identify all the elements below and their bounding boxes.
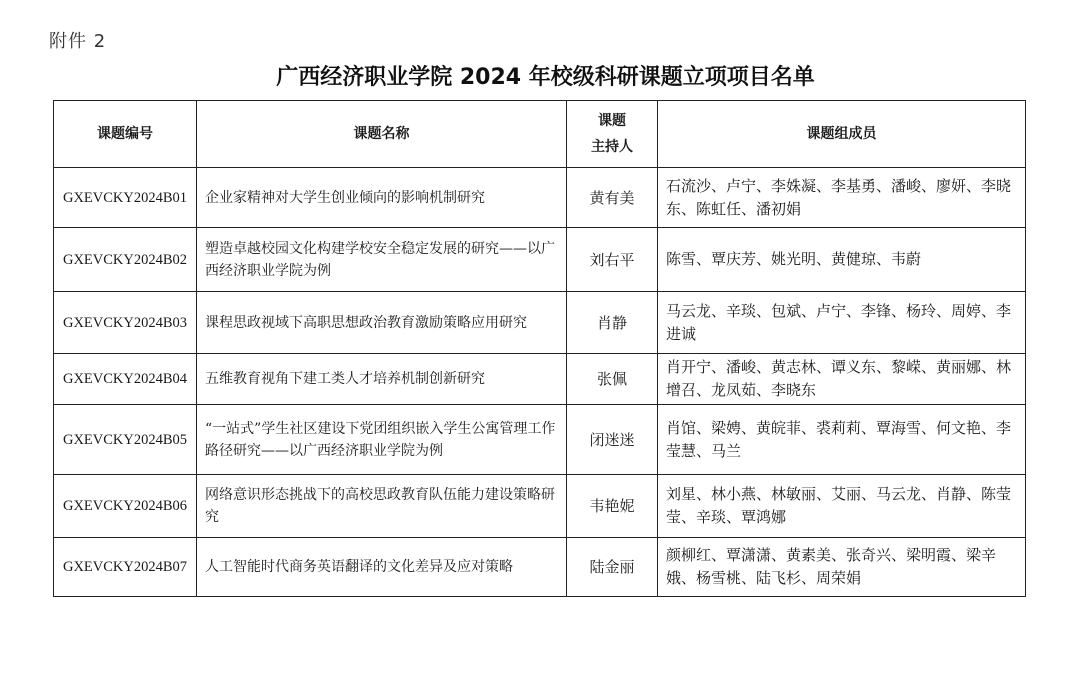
page-title: 广西经济职业学院 2024 年校级科研课题立项项目名单 — [276, 65, 815, 90]
table-row — [54, 538, 1026, 597]
project-leader: 刘右平 — [567, 228, 658, 292]
project-members: 刘星、林小燕、林敏丽、艾丽、马云龙、肖静、陈莹莹、辛琰、覃鸿娜 — [658, 475, 1026, 538]
project-members: 马云龙、辛琰、包斌、卢宁、李锋、杨玲、周婷、李进诚 — [658, 292, 1026, 354]
project-code: GXEVCKY2024B06 — [54, 475, 197, 538]
project-leader: 肖静 — [567, 292, 658, 354]
project-members: 肖馆、梁娉、黄皖菲、裘莉莉、覃海雪、何文艳、李莹慧、马兰 — [658, 405, 1026, 475]
project-code: GXEVCKY2024B05 — [54, 405, 197, 475]
project-name: 五维教育视角下建工类人才培养机制创新研究 — [197, 354, 567, 405]
project-members: 陈雪、覃庆芳、姚光明、黄健琼、韦蔚 — [658, 228, 1026, 292]
table-row — [54, 354, 1026, 405]
project-leader: 黄有美 — [567, 168, 658, 228]
project-name: “一站式”学生社区建设下党团组织嵌入学生公寓管理工作路径研究——以广西经济职业学院为例 — [197, 405, 567, 475]
project-members: 颜柳红、覃潇潇、黄素美、张奇兴、梁明霞、梁辛娥、杨雪桃、陆飞杉、周荣娟 — [658, 538, 1026, 597]
table-row — [54, 228, 1026, 292]
header-code: 课题编号 — [54, 101, 197, 168]
project-code: GXEVCKY2024B01 — [54, 168, 197, 228]
project-name: 塑造卓越校园文化构建学校安全稳定发展的研究——以广西经济职业学院为例 — [197, 228, 567, 292]
attachment-label: 附件 2 — [49, 31, 107, 52]
project-name: 网络意识形态挑战下的高校思政教育队伍能力建设策略研究 — [197, 475, 567, 538]
project-code: GXEVCKY2024B02 — [54, 228, 197, 292]
project-members: 石流沙、卢宁、李姝凝、李基勇、潘峻、廖妍、李晓东、陈虹任、潘初娟 — [658, 168, 1026, 228]
project-name: 课程思政视域下高职思想政治教育激励策略应用研究 — [197, 292, 567, 354]
project-leader: 闭迷迷 — [567, 405, 658, 475]
project-leader: 韦艳妮 — [567, 475, 658, 538]
header-leader-line2: 主持人 — [591, 139, 633, 155]
table-header-row — [54, 101, 1026, 168]
table-row — [54, 292, 1026, 354]
project-code: GXEVCKY2024B04 — [54, 354, 197, 405]
header-leader-line1: 课题 — [598, 113, 626, 129]
table-row — [54, 475, 1026, 538]
header-name: 课题名称 — [197, 101, 567, 168]
header-members: 课题组成员 — [658, 101, 1026, 168]
project-leader: 张佩 — [567, 354, 658, 405]
project-leader: 陆金丽 — [567, 538, 658, 597]
table-row — [54, 168, 1026, 228]
project-name: 人工智能时代商务英语翻译的文化差异及应对策略 — [197, 538, 567, 597]
table-row — [54, 405, 1026, 475]
project-name: 企业家精神对大学生创业倾向的影响机制研究 — [197, 168, 567, 228]
project-members: 肖开宁、潘峻、黄志林、谭义东、黎嵘、黄丽娜、林增召、龙凤茹、李晓东 — [658, 354, 1026, 405]
header-leader — [567, 101, 658, 168]
project-code: GXEVCKY2024B03 — [54, 292, 197, 354]
project-code: GXEVCKY2024B07 — [54, 538, 197, 597]
project-list-table — [53, 100, 1026, 597]
